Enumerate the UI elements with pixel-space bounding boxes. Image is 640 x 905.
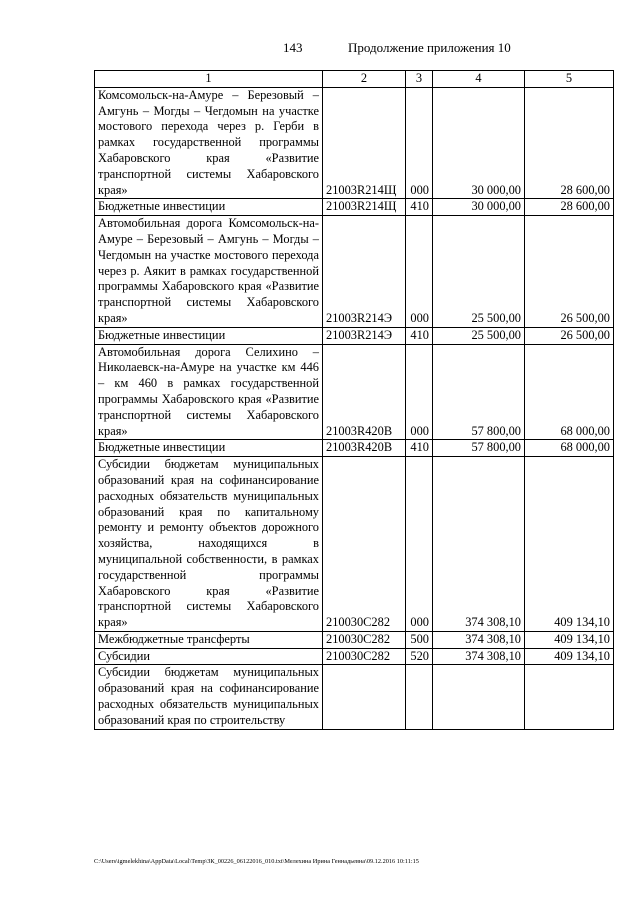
row-name-cell: Субсидии бюджетам муниципальных образований края на софинансирование расходных обязательств муниципальных образований края по капитальному ремонту и ремонту объектов дорожного хозяйства, находящихся в муниципальной собственности, в рамках государственной программы Хабаровского края «Развитие транспортной системы Хабаровского края» bbox=[95, 457, 323, 632]
amount-year-2-cell: 28 600,00 bbox=[525, 87, 614, 199]
target-article-cell: 21003R420В bbox=[323, 344, 406, 440]
expense-type-cell: 000 bbox=[406, 457, 433, 632]
page-number: 143 bbox=[283, 40, 303, 55]
table-row bbox=[95, 648, 614, 665]
budget-table bbox=[94, 70, 614, 730]
amount-year-2-cell: 409 134,10 bbox=[525, 457, 614, 632]
row-name-cell: Бюджетные инвестиции bbox=[95, 440, 323, 457]
amount-year-1-cell: 25 500,00 bbox=[433, 327, 525, 344]
expense-type-cell: 500 bbox=[406, 631, 433, 648]
amount-year-2-cell: 409 134,10 bbox=[525, 648, 614, 665]
amount-year-2-cell bbox=[525, 665, 614, 729]
amount-year-2-cell: 26 500,00 bbox=[525, 216, 614, 328]
expense-type-cell: 000 bbox=[406, 87, 433, 199]
row-name-cell: Субсидии бюджетам муниципальных образований края на софинансирование расходных обязательств муниципальных образований края по строительству bbox=[95, 665, 323, 729]
column-header: 1 bbox=[95, 71, 323, 88]
amount-year-1-cell: 374 308,10 bbox=[433, 457, 525, 632]
table-row bbox=[95, 631, 614, 648]
amount-year-1-cell: 25 500,00 bbox=[433, 216, 525, 328]
table-row bbox=[95, 216, 614, 328]
row-name-cell: Бюджетные инвестиции bbox=[95, 199, 323, 216]
page-title: Продолжение приложения 10 bbox=[348, 40, 511, 55]
expense-type-cell: 000 bbox=[406, 216, 433, 328]
amount-year-2-cell: 68 000,00 bbox=[525, 344, 614, 440]
table-row bbox=[95, 440, 614, 457]
row-name-cell: Субсидии bbox=[95, 648, 323, 665]
column-header: 2 bbox=[323, 71, 406, 88]
column-header: 4 bbox=[433, 71, 525, 88]
table-row bbox=[95, 87, 614, 199]
table-row bbox=[95, 665, 614, 729]
target-article-cell: 210030С282 bbox=[323, 631, 406, 648]
expense-type-cell: 410 bbox=[406, 199, 433, 216]
amount-year-1-cell: 57 800,00 bbox=[433, 440, 525, 457]
page-header bbox=[0, 40, 640, 56]
target-article-cell: 21003R214Щ bbox=[323, 87, 406, 199]
target-article-cell: 21003R214Э bbox=[323, 216, 406, 328]
file-path-footer: C:\Users\igmelekhina\AppData\Local\Temp\ЗК_00226_06122016_010.txt\Мелехина Ирина Геннадьевна\09.12.2016 10:11:15 bbox=[94, 858, 419, 865]
amount-year-2-cell: 26 500,00 bbox=[525, 327, 614, 344]
amount-year-1-cell: 30 000,00 bbox=[433, 199, 525, 216]
expense-type-cell: 410 bbox=[406, 327, 433, 344]
amount-year-2-cell: 28 600,00 bbox=[525, 199, 614, 216]
target-article-cell: 210030С282 bbox=[323, 457, 406, 632]
column-header: 3 bbox=[406, 71, 433, 88]
amount-year-2-cell: 68 000,00 bbox=[525, 440, 614, 457]
row-name-cell: Автомобильная дорога Комсомольск-на-Амуре – Березовый – Амгунь – Могды – Чегдомын на участке мостового перехода через р. Аякит в рамках государственной программы Хабаровского края «Развитие транспортной системы Хабаровского края» bbox=[95, 216, 323, 328]
amount-year-1-cell: 30 000,00 bbox=[433, 87, 525, 199]
target-article-cell: 21003R214Э bbox=[323, 327, 406, 344]
expense-type-cell: 000 bbox=[406, 344, 433, 440]
expense-type-cell bbox=[406, 665, 433, 729]
table-row bbox=[95, 344, 614, 440]
expense-type-cell: 410 bbox=[406, 440, 433, 457]
expense-type-cell: 520 bbox=[406, 648, 433, 665]
amount-year-1-cell bbox=[433, 665, 525, 729]
target-article-cell: 21003R420В bbox=[323, 440, 406, 457]
amount-year-2-cell: 409 134,10 bbox=[525, 631, 614, 648]
target-article-cell: 210030С282 bbox=[323, 648, 406, 665]
column-header: 5 bbox=[525, 71, 614, 88]
amount-year-1-cell: 57 800,00 bbox=[433, 344, 525, 440]
amount-year-1-cell: 374 308,10 bbox=[433, 648, 525, 665]
row-name-cell: Комсомольск-на-Амуре – Березовый – Амгунь – Могды – Чегдомын на участке мостового перехода через р. Герби в рамках государственной программы Хабаровского края «Развитие транспортной системы Хабаровского края» bbox=[95, 87, 323, 199]
row-name-cell: Автомобильная дорога Селихино – Николаевск-на-Амуре на участке км 446 – км 460 в рамках государственной программы Хабаровского края «Развитие транспортной системы Хабаровского края» bbox=[95, 344, 323, 440]
row-name-cell: Бюджетные инвестиции bbox=[95, 327, 323, 344]
table-row bbox=[95, 199, 614, 216]
table-row bbox=[95, 327, 614, 344]
amount-year-1-cell: 374 308,10 bbox=[433, 631, 525, 648]
table-header-row bbox=[95, 71, 614, 88]
target-article-cell bbox=[323, 665, 406, 729]
target-article-cell: 21003R214Щ bbox=[323, 199, 406, 216]
table-row bbox=[95, 457, 614, 632]
row-name-cell: Межбюджетные трансферты bbox=[95, 631, 323, 648]
